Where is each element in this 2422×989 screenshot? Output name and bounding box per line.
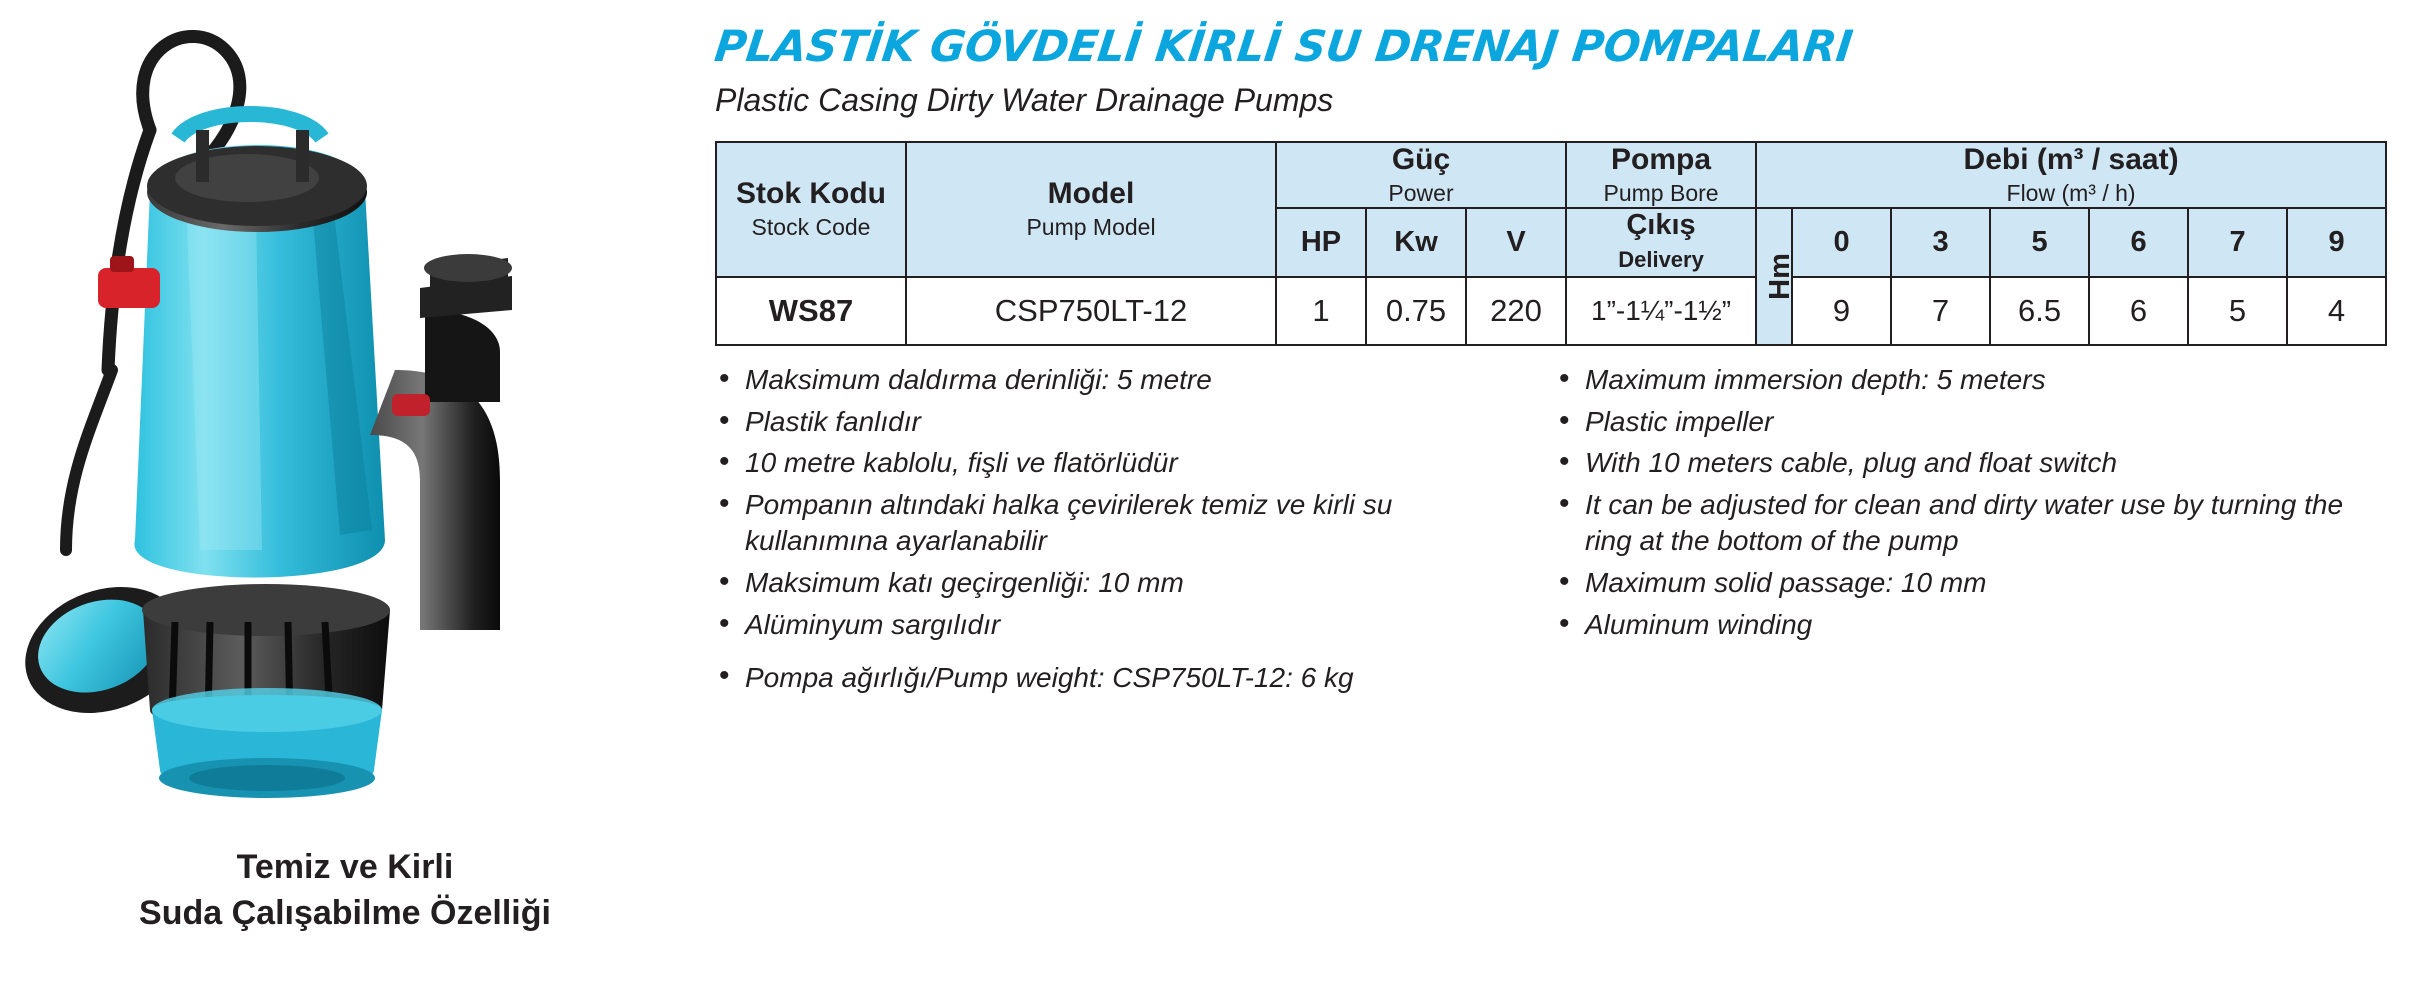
header-delivery-tr: Çıkış: [1626, 209, 1696, 242]
header-flow: [1756, 142, 2386, 208]
header-flow-en: Flow (m³ / h): [2006, 179, 2136, 206]
header-unit-kw: Kw: [1366, 208, 1466, 277]
cell-flow-0: 9: [1792, 277, 1891, 345]
list-item: • Plastic impeller: [1555, 404, 2385, 440]
header-stock-code-tr: Stok Kodu: [736, 177, 886, 211]
product-image-pane: [0, 0, 690, 989]
list-item: • With 10 meters cable, plug and float switch: [1555, 445, 2385, 481]
list-item: • Maximum solid passage: 10 mm: [1555, 565, 2385, 601]
header-flow-point-5: 9: [2287, 208, 2386, 277]
header-unit-v: V: [1466, 208, 1566, 277]
list-item: • 10 metre kablolu, fişli ve flatörlüdür: [715, 445, 1505, 481]
header-flow-point-3: 6: [2089, 208, 2188, 277]
header-flow-point-1: 3: [1891, 208, 1990, 277]
table-row: [716, 277, 2386, 345]
cell-kw: 0.75: [1366, 277, 1466, 345]
pump-weight-note: • Pompa ağırlığı/Pump weight: CSP750LT-12: 6 kg: [715, 662, 1945, 694]
cell-stock-code: WS87: [716, 277, 906, 345]
header-unit-hp: HP: [1276, 208, 1366, 277]
cell-model: CSP750LT-12: [906, 277, 1276, 345]
product-caption: [0, 845, 690, 937]
cell-hp: 1: [1276, 277, 1366, 345]
list-item: • Aluminum winding: [1555, 607, 2385, 643]
header-flow-tr: Debi (m³ / saat): [1963, 143, 2179, 176]
header-delivery: [1566, 208, 1756, 277]
page-title: PLASTİK GÖVDELİ KİRLİ SU DRENAJ POMPALARI: [711, 22, 1856, 72]
cell-flow-3: 6: [2089, 277, 2188, 345]
header-flow-point-4: 7: [2188, 208, 2287, 277]
header-power-en: Power: [1388, 179, 1454, 206]
features-english: [1555, 362, 2385, 649]
cell-flow-2: 6.5: [1990, 277, 2089, 345]
cell-flow-4: 5: [2188, 277, 2287, 345]
cell-flow-5: 4: [2287, 277, 2386, 345]
features-turkish: [715, 362, 1505, 649]
header-pump-bore-tr: Pompa: [1611, 143, 1712, 176]
table-header-row-1: [716, 142, 2386, 208]
caption-line-2: Suda Çalışabilme Özelliği: [139, 893, 551, 932]
header-power: [1276, 142, 1566, 208]
header-delivery-en: Delivery: [1618, 247, 1704, 273]
caption-line-1: Temiz ve Kirli: [236, 848, 454, 886]
header-pump-bore: [1566, 142, 1756, 208]
header-flow-point-0: 0: [1792, 208, 1891, 277]
list-item: • Pompanın altındaki halka çevirilerek temiz ve kirli su kullanımına ayarlanabilir: [715, 487, 1505, 559]
page-subtitle: Plastic Casing Dirty Water Drainage Pumps: [715, 82, 1334, 118]
header-hm: [1756, 208, 1796, 345]
list-item: • Plastik fanlıdır: [715, 404, 1505, 440]
header-flow-point-2: 5: [1990, 208, 2089, 277]
header-model-en: Pump Model: [1026, 213, 1156, 240]
header-hm-label: Hm: [1763, 253, 1796, 300]
list-item: • Maximum immersion depth: 5 meters: [1555, 362, 2385, 398]
header-pump-bore-en: Pump Bore: [1603, 179, 1719, 206]
cell-delivery: 1”-1¼”-1½”: [1566, 277, 1756, 345]
content-pane: [700, 0, 2412, 722]
header-power-tr: Güç: [1391, 143, 1451, 176]
cell-flow-1: 7: [1891, 277, 1990, 345]
list-item: • It can be adjusted for clean and dirty water use by turning the ring at the bottom of the pump: [1555, 487, 2385, 559]
features-section: [715, 362, 2385, 722]
pump-illustration: [0, 10, 690, 840]
header-stock-code: [716, 142, 906, 277]
cell-v: 220: [1466, 277, 1566, 345]
header-stock-code-en: Stock Code: [751, 213, 871, 240]
header-model: [906, 142, 1276, 277]
list-item: • Maksimum katı geçirgenliği: 10 mm: [715, 565, 1505, 601]
list-item: • Alüminyum sargılıdır: [715, 607, 1505, 643]
header-model-tr: Model: [1047, 177, 1135, 211]
list-item: • Maksimum daldırma derinliği: 5 metre: [715, 362, 1505, 398]
specification-table: [715, 141, 2387, 346]
